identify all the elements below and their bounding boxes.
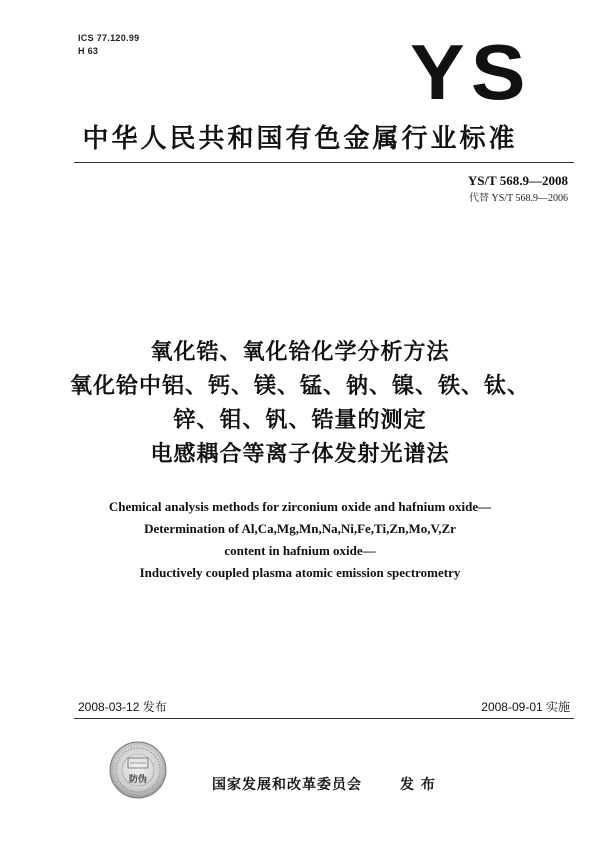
footer-divider	[74, 718, 574, 719]
title-en-line-3: content in hafnium oxide—	[224, 543, 376, 558]
issuing-authority: 国家发展和改革委员会	[212, 777, 362, 793]
issue-word: 发 布	[400, 777, 436, 793]
replaces-standard: 代替 YS/T 568.9—2006	[469, 193, 568, 204]
title-cn-line-3: 锌、钼、钒、锆量的测定	[173, 408, 427, 433]
standard-number: YS/T 568.9—2008	[467, 173, 568, 188]
title-en-line-4: Inductively coupled plasma atomic emission spectrometry	[139, 565, 461, 580]
ys-logo: YS	[410, 28, 532, 116]
ccs-code: H 63	[78, 46, 99, 56]
anti-counterfeit-seal-icon	[108, 740, 168, 800]
ics-code: ICS 77.120.99	[78, 33, 140, 43]
seal-text: 防伪	[128, 775, 148, 785]
issue-date: 2008-03-12 发布	[78, 700, 167, 714]
title-cn-line-1: 氧化锆、氧化铪化学分析方法	[150, 340, 450, 365]
title-cn-line-4: 电感耦合等离子体发射光谱法	[150, 442, 450, 467]
title-en-line-2: Determination of Al,Ca,Mg,Mn,Na,Ni,Fe,Ti,Zn,Mo,V,Zr	[144, 521, 456, 536]
header-divider	[74, 162, 574, 163]
title-cn-line-2: 氧化铪中铝、钙、镁、锰、钠、镍、铁、钛、	[69, 374, 530, 399]
title-en-line-1: Chemical analysis methods for zirconium oxide and hafnium oxide—	[108, 499, 492, 514]
standard-category-title: 中华人民共和国有色金属行业标准	[82, 124, 518, 154]
implementation-date: 2008-09-01 实施	[481, 700, 570, 714]
